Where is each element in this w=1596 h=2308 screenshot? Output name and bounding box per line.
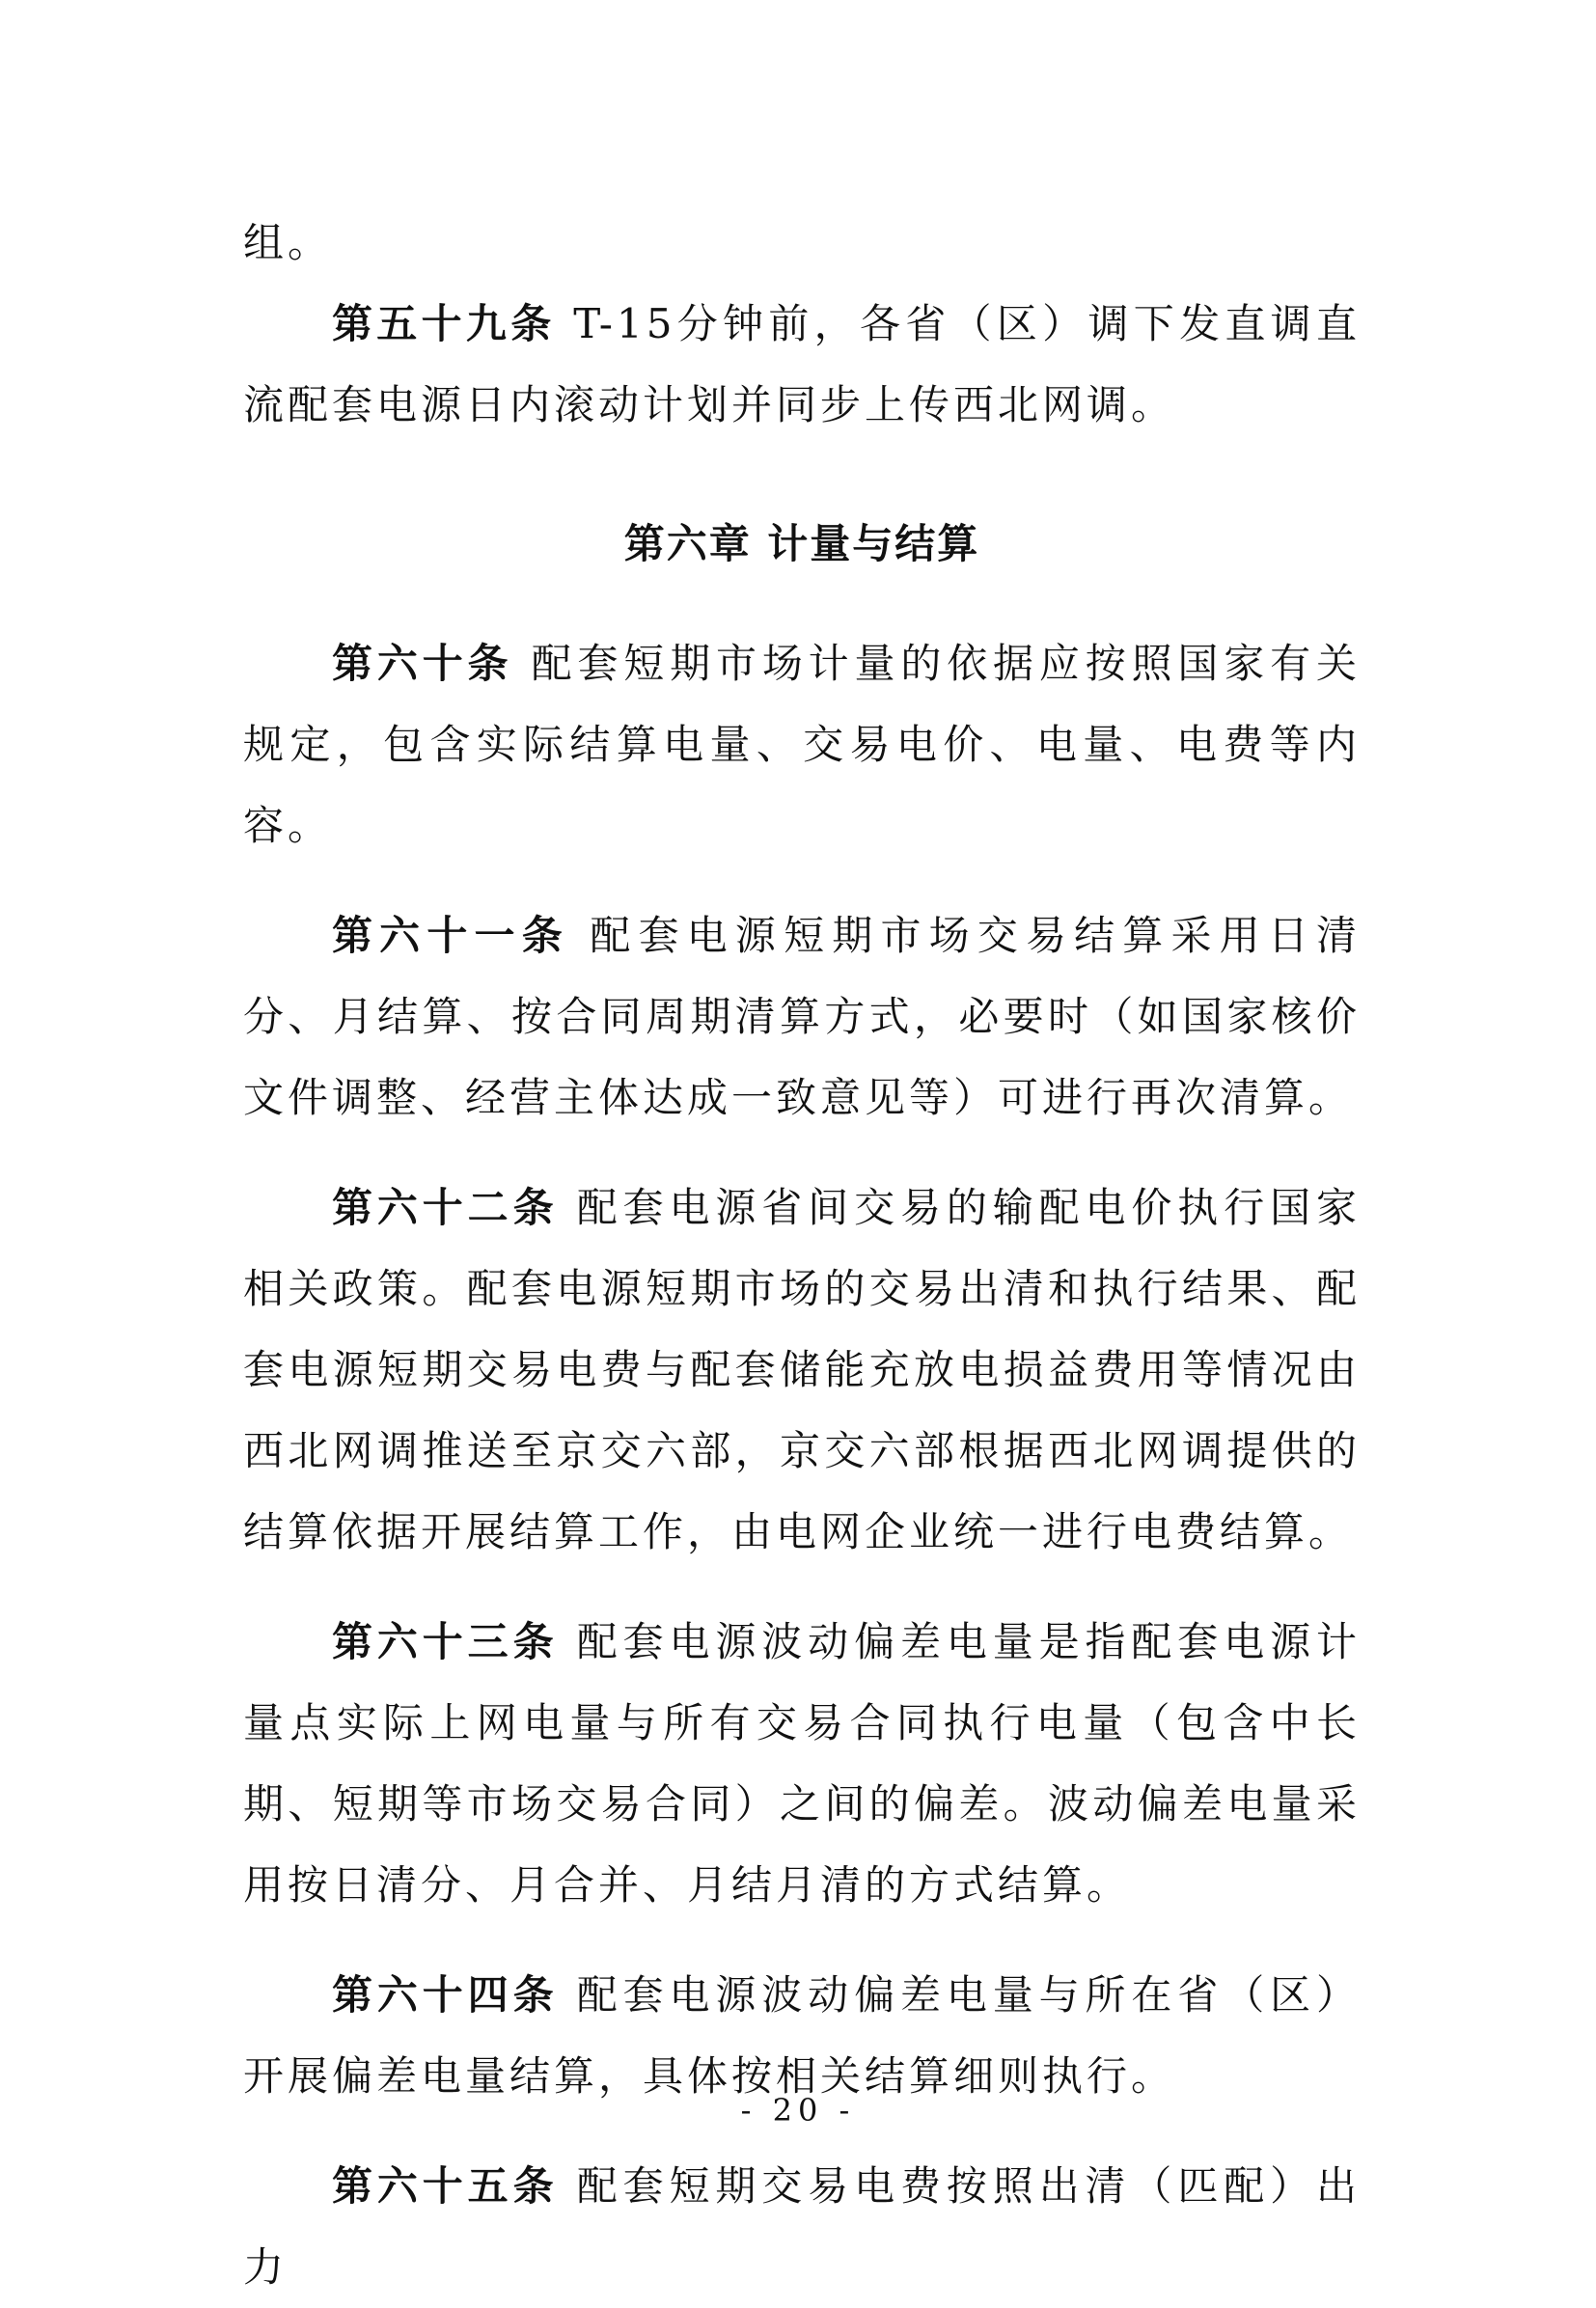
article-65-text: 配套短期交易电费按照出清（匹配）出力 [243,2162,1361,2291]
page-number: - 20 - [740,2092,856,2129]
body-text-top [243,203,1361,446]
body-text-main [243,623,1361,2308]
article-61-paragraph [243,895,1361,1139]
article-60-number: 第六十条 [332,640,513,687]
article-64-number: 第六十四条 [332,1971,559,2019]
article-65-paragraph [243,2146,1361,2308]
chapter-title: 第六章 计量与结算 [623,520,980,567]
article-63-text: 配套电源波动偏差电量是指配套电源计量点实际上网电量与所有交易合同执行电量（包含中长期、短期等市场交易合同）之间的偏差。波动偏差电量采用按日清分、月合并、月结月清的方式结算。 [243,1618,1361,1909]
article-65-number: 第六十五条 [332,2162,559,2210]
continuation-text: 组。 [243,219,333,266]
article-60-text: 配套短期市场计量的依据应按照国家有关规定，包含实际结算电量、交易电价、电量、电费等内容。 [243,640,1361,849]
chapter-heading-block [243,504,1361,585]
article-64-text: 配套电源波动偏差电量与所在省（区）开展偏差电量结算，具体按相关结算细则执行。 [243,1971,1361,2100]
continuation-paragraph [243,203,1361,284]
article-59-text: T-15分钟前，各省（区）调下发直调直流配套电源日内滚动计划并同步上传西北网调。 [243,300,1361,428]
article-59-paragraph [243,284,1361,446]
article-61-number: 第六十一条 [332,912,569,959]
article-59-number: 第五十九条 [332,300,556,347]
article-63-paragraph [243,1602,1361,1926]
article-61-text: 配套电源短期市场交易结算采用日清分、月结算、按合同周期清算方式，必要时（如国家核价文件调整、经营主体达成一致意见等）可进行再次清算。 [243,912,1361,1121]
article-62-text: 配套电源省间交易的输配电价执行国家相关政策。配套电源短期市场的交易出清和执行结果、配套电源短期交易电费与配套储能充放电损益费用等情况由西北网调推送至京交六部，京交六部根据西北网调提供的结算依据开展结算工作，由电网企业统一进行电费结算。 [243,1184,1361,1555]
article-60-paragraph [243,623,1361,866]
article-63-number: 第六十三条 [332,1618,559,1665]
article-62-paragraph [243,1168,1361,1573]
article-62-number: 第六十二条 [332,1184,559,1231]
